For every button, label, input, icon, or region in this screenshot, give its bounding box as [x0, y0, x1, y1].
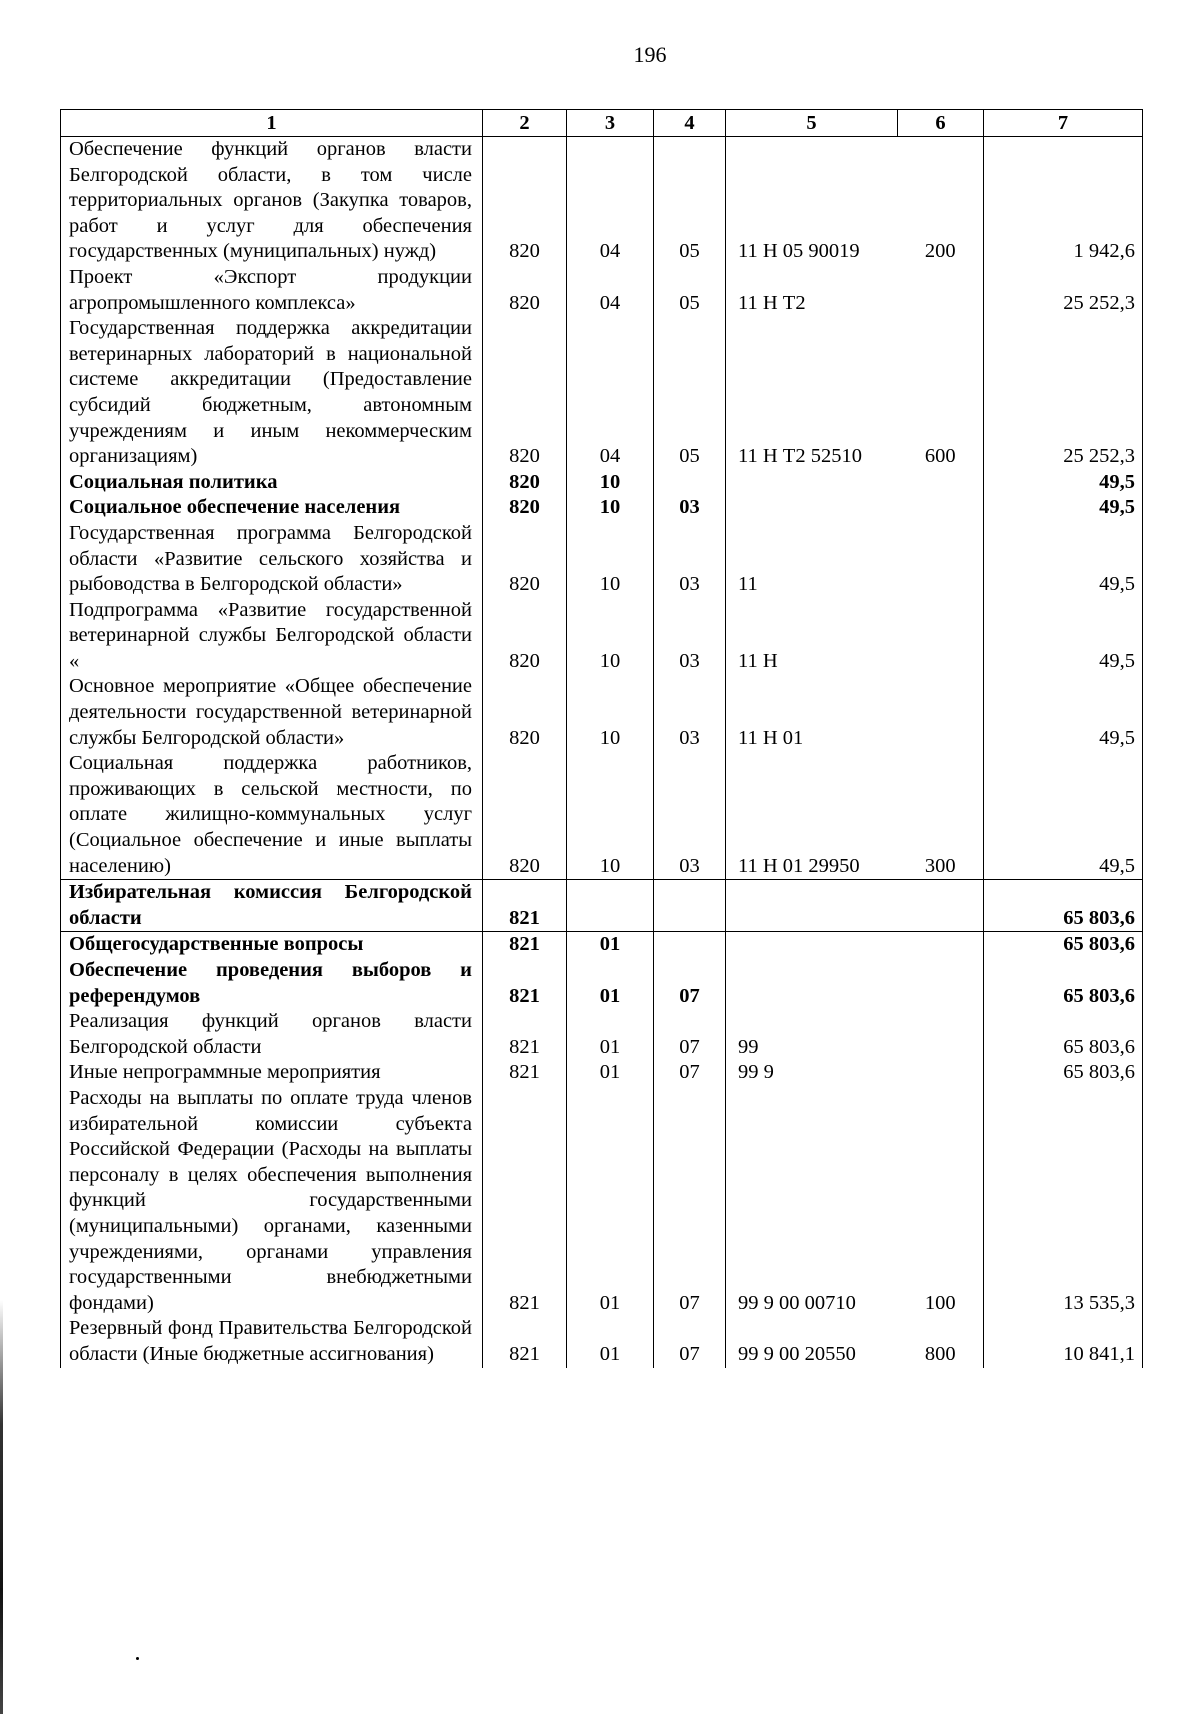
row-target-article: 11 Н Т2 52510	[738, 445, 862, 468]
row-subchapter-code	[654, 470, 726, 496]
row-subchapter-code: 07	[654, 1009, 726, 1060]
row-amount: 65 803,6	[984, 880, 1143, 932]
row-expense-type: 100	[924, 1291, 956, 1314]
table-row	[61, 674, 1143, 751]
row-amount: 1 942,6	[984, 137, 1143, 265]
row-section-code: 820	[483, 470, 567, 496]
row-expense-type	[898, 495, 984, 521]
table-row	[61, 1009, 1143, 1060]
row-target-article	[726, 958, 898, 1009]
row-expense-type	[898, 521, 984, 598]
row-chapter-code: 01	[567, 1009, 654, 1060]
row-name: Проект «Экспорт продукции агропромышленного комплекса»	[61, 265, 483, 316]
row-section-code: 820	[483, 137, 567, 265]
header-col-6: 6	[898, 110, 984, 137]
table-row	[61, 598, 1143, 675]
row-chapter-code: 10	[567, 674, 654, 751]
row-amount: 65 803,6	[984, 1009, 1143, 1060]
row-chapter-code: 01	[567, 1060, 654, 1086]
table-row	[61, 495, 1143, 521]
scan-edge-mark	[0, 1300, 3, 1714]
row-expense-type	[898, 1060, 984, 1086]
row-chapter-code: 04	[567, 316, 654, 470]
header-col-4: 4	[654, 110, 726, 137]
row-expense-type: 200	[924, 240, 956, 263]
row-target-article: 99 9	[738, 1061, 774, 1084]
row-section-code: 820	[483, 598, 567, 675]
row-section-code: 821	[483, 1316, 567, 1367]
budget-table	[60, 109, 1143, 1368]
row-chapter-code: 10	[567, 521, 654, 598]
table-row	[61, 137, 1143, 265]
row-expense-type	[898, 265, 984, 316]
row-target-article	[726, 880, 898, 932]
row-amount: 49,5	[984, 674, 1143, 751]
row-section-code: 820	[483, 751, 567, 879]
row-target-article	[726, 470, 898, 496]
row-target-article: 11 Н 01 29950	[738, 854, 860, 877]
row-name: Общегосударственные вопросы	[61, 932, 483, 958]
row-section-code: 820	[483, 521, 567, 598]
row-section-code: 820	[483, 316, 567, 470]
row-amount: 65 803,6	[984, 1060, 1143, 1086]
row-subchapter-code	[654, 932, 726, 958]
row-section-code: 821	[483, 958, 567, 1009]
table-row	[61, 1060, 1143, 1086]
row-target-article	[726, 495, 898, 521]
row-subchapter-code	[654, 880, 726, 932]
row-name: Государственная поддержка аккредитации ветеринарных лабораторий в национальной системе аккредитации (Предоставление субсидий бюджетным, автономным учреждениям и иным некоммерческим организациям)	[61, 316, 483, 470]
table-row	[61, 316, 1143, 470]
row-subchapter-code: 03	[654, 598, 726, 675]
row-subchapter-code: 07	[654, 1086, 726, 1316]
row-section-code: 821	[483, 1009, 567, 1060]
row-section-code: 821	[483, 880, 567, 932]
row-amount: 49,5	[984, 470, 1143, 496]
row-chapter-code: 01	[567, 1086, 654, 1316]
row-amount: 13 535,3	[984, 1086, 1143, 1316]
row-name: Обеспечение функций органов власти Белгородской области, в том числе территориальных органов (Закупка товаров, работ и услуг для обеспечения государственных (муниципальных) нужд)	[61, 137, 483, 265]
scan-dot	[136, 1657, 139, 1660]
table-row	[61, 521, 1143, 598]
row-expense-type	[898, 958, 984, 1009]
row-expense-type	[898, 470, 984, 496]
header-col-1: 1	[61, 110, 483, 137]
row-subchapter-code: 03	[654, 674, 726, 751]
row-target-article: 99 9 00 20550	[738, 1342, 856, 1365]
row-expense-type	[898, 674, 984, 751]
row-name: Государственная программа Белгородской области «Развитие сельского хозяйства и рыбоводства в Белгородской области»	[61, 521, 483, 598]
header-col-2: 2	[483, 110, 567, 137]
row-chapter-code: 10	[567, 495, 654, 521]
row-amount: 49,5	[984, 598, 1143, 675]
table-row	[61, 470, 1143, 496]
row-target-article: 11 Н 05 90019	[738, 240, 860, 263]
row-amount: 65 803,6	[984, 958, 1143, 1009]
row-amount: 49,5	[984, 521, 1143, 598]
row-chapter-code: 01	[567, 932, 654, 958]
row-name: Реализация функций органов власти Белгородской области	[61, 1009, 483, 1060]
header-col-3: 3	[567, 110, 654, 137]
row-chapter-code	[567, 880, 654, 932]
table-header	[61, 110, 1143, 137]
row-section-code: 821	[483, 1086, 567, 1316]
row-target-article: 11 Н 01	[738, 726, 804, 749]
row-target-article: 11 Н	[738, 649, 778, 672]
table-row	[61, 1316, 1143, 1367]
table-row	[61, 265, 1143, 316]
row-chapter-code: 10	[567, 598, 654, 675]
row-section-code: 821	[483, 1060, 567, 1086]
row-subchapter-code: 03	[654, 751, 726, 879]
row-subchapter-code: 05	[654, 316, 726, 470]
row-amount: 10 841,1	[984, 1316, 1143, 1367]
row-expense-type: 800	[924, 1342, 956, 1365]
row-name: Обеспечение проведения выборов и референдумов	[61, 958, 483, 1009]
row-subchapter-code: 07	[654, 958, 726, 1009]
row-chapter-code: 10	[567, 470, 654, 496]
row-section-code: 820	[483, 495, 567, 521]
row-name: Социальная поддержка работников, проживающих в сельской местности, по оплате жилищно-коммунальных услуг (Социальное обеспечение и иные выплаты населению)	[61, 751, 483, 879]
row-name: Избирательная комиссия Белгородской области	[61, 880, 483, 932]
row-section-code: 820	[483, 265, 567, 316]
row-amount: 25 252,3	[984, 316, 1143, 470]
table-row	[61, 1086, 1143, 1316]
row-name: Социальное обеспечение населения	[61, 495, 483, 521]
row-subchapter-code: 05	[654, 137, 726, 265]
row-amount: 65 803,6	[984, 932, 1143, 958]
row-expense-type	[898, 598, 984, 675]
row-name: Резервный фонд Правительства Белгородской области (Иные бюджетные ассигнования)	[61, 1316, 483, 1367]
row-chapter-code: 01	[567, 1316, 654, 1367]
table-body	[61, 137, 1143, 1368]
row-expense-type	[898, 932, 984, 958]
row-target-article: 11 Н Т2	[738, 291, 806, 314]
header-col-7: 7	[984, 110, 1143, 137]
table-row	[61, 932, 1143, 958]
row-subchapter-code: 03	[654, 521, 726, 598]
row-subchapter-code: 03	[654, 495, 726, 521]
row-name: Расходы на выплаты по оплате труда членов избирательной комиссии субъекта Российской Федерации (Расходы на выплаты персоналу в целях обеспечения выполнения функций государственными (муниципальными) органами, казенными учреждениями, органами управления государственными внебюджетными фондами)	[61, 1086, 483, 1316]
row-name: Основное мероприятие «Общее обеспечение деятельности государственной ветеринарной службы Белгородской области»	[61, 674, 483, 751]
row-target-article: 99	[738, 1035, 759, 1058]
table-row	[61, 958, 1143, 1009]
row-expense-type	[898, 880, 984, 932]
row-chapter-code: 01	[567, 958, 654, 1009]
row-name: Социальная политика	[61, 470, 483, 496]
row-expense-type: 300	[924, 854, 956, 877]
row-subchapter-code: 07	[654, 1316, 726, 1367]
row-target-article: 11	[738, 573, 758, 596]
row-chapter-code: 04	[567, 137, 654, 265]
row-chapter-code: 10	[567, 751, 654, 879]
row-target-article	[726, 932, 898, 958]
row-target-article: 99 9 00 00710	[738, 1291, 856, 1314]
header-row	[61, 110, 1143, 137]
row-section-code: 820	[483, 674, 567, 751]
row-chapter-code: 04	[567, 265, 654, 316]
row-expense-type	[898, 1009, 984, 1060]
row-amount: 49,5	[984, 751, 1143, 879]
row-subchapter-code: 05	[654, 265, 726, 316]
row-amount: 25 252,3	[984, 265, 1143, 316]
row-subchapter-code: 07	[654, 1060, 726, 1086]
header-col-5: 5	[726, 110, 898, 137]
row-amount: 49,5	[984, 495, 1143, 521]
page-number: 196	[633, 42, 667, 67]
row-name: Иные непрограммные мероприятия	[61, 1060, 483, 1086]
table-row	[61, 751, 1143, 879]
row-section-code: 821	[483, 932, 567, 958]
table-row	[61, 880, 1143, 932]
row-name: Подпрограмма «Развитие государственной ветеринарной службы Белгородской области «	[61, 598, 483, 675]
row-expense-type: 600	[924, 445, 956, 468]
